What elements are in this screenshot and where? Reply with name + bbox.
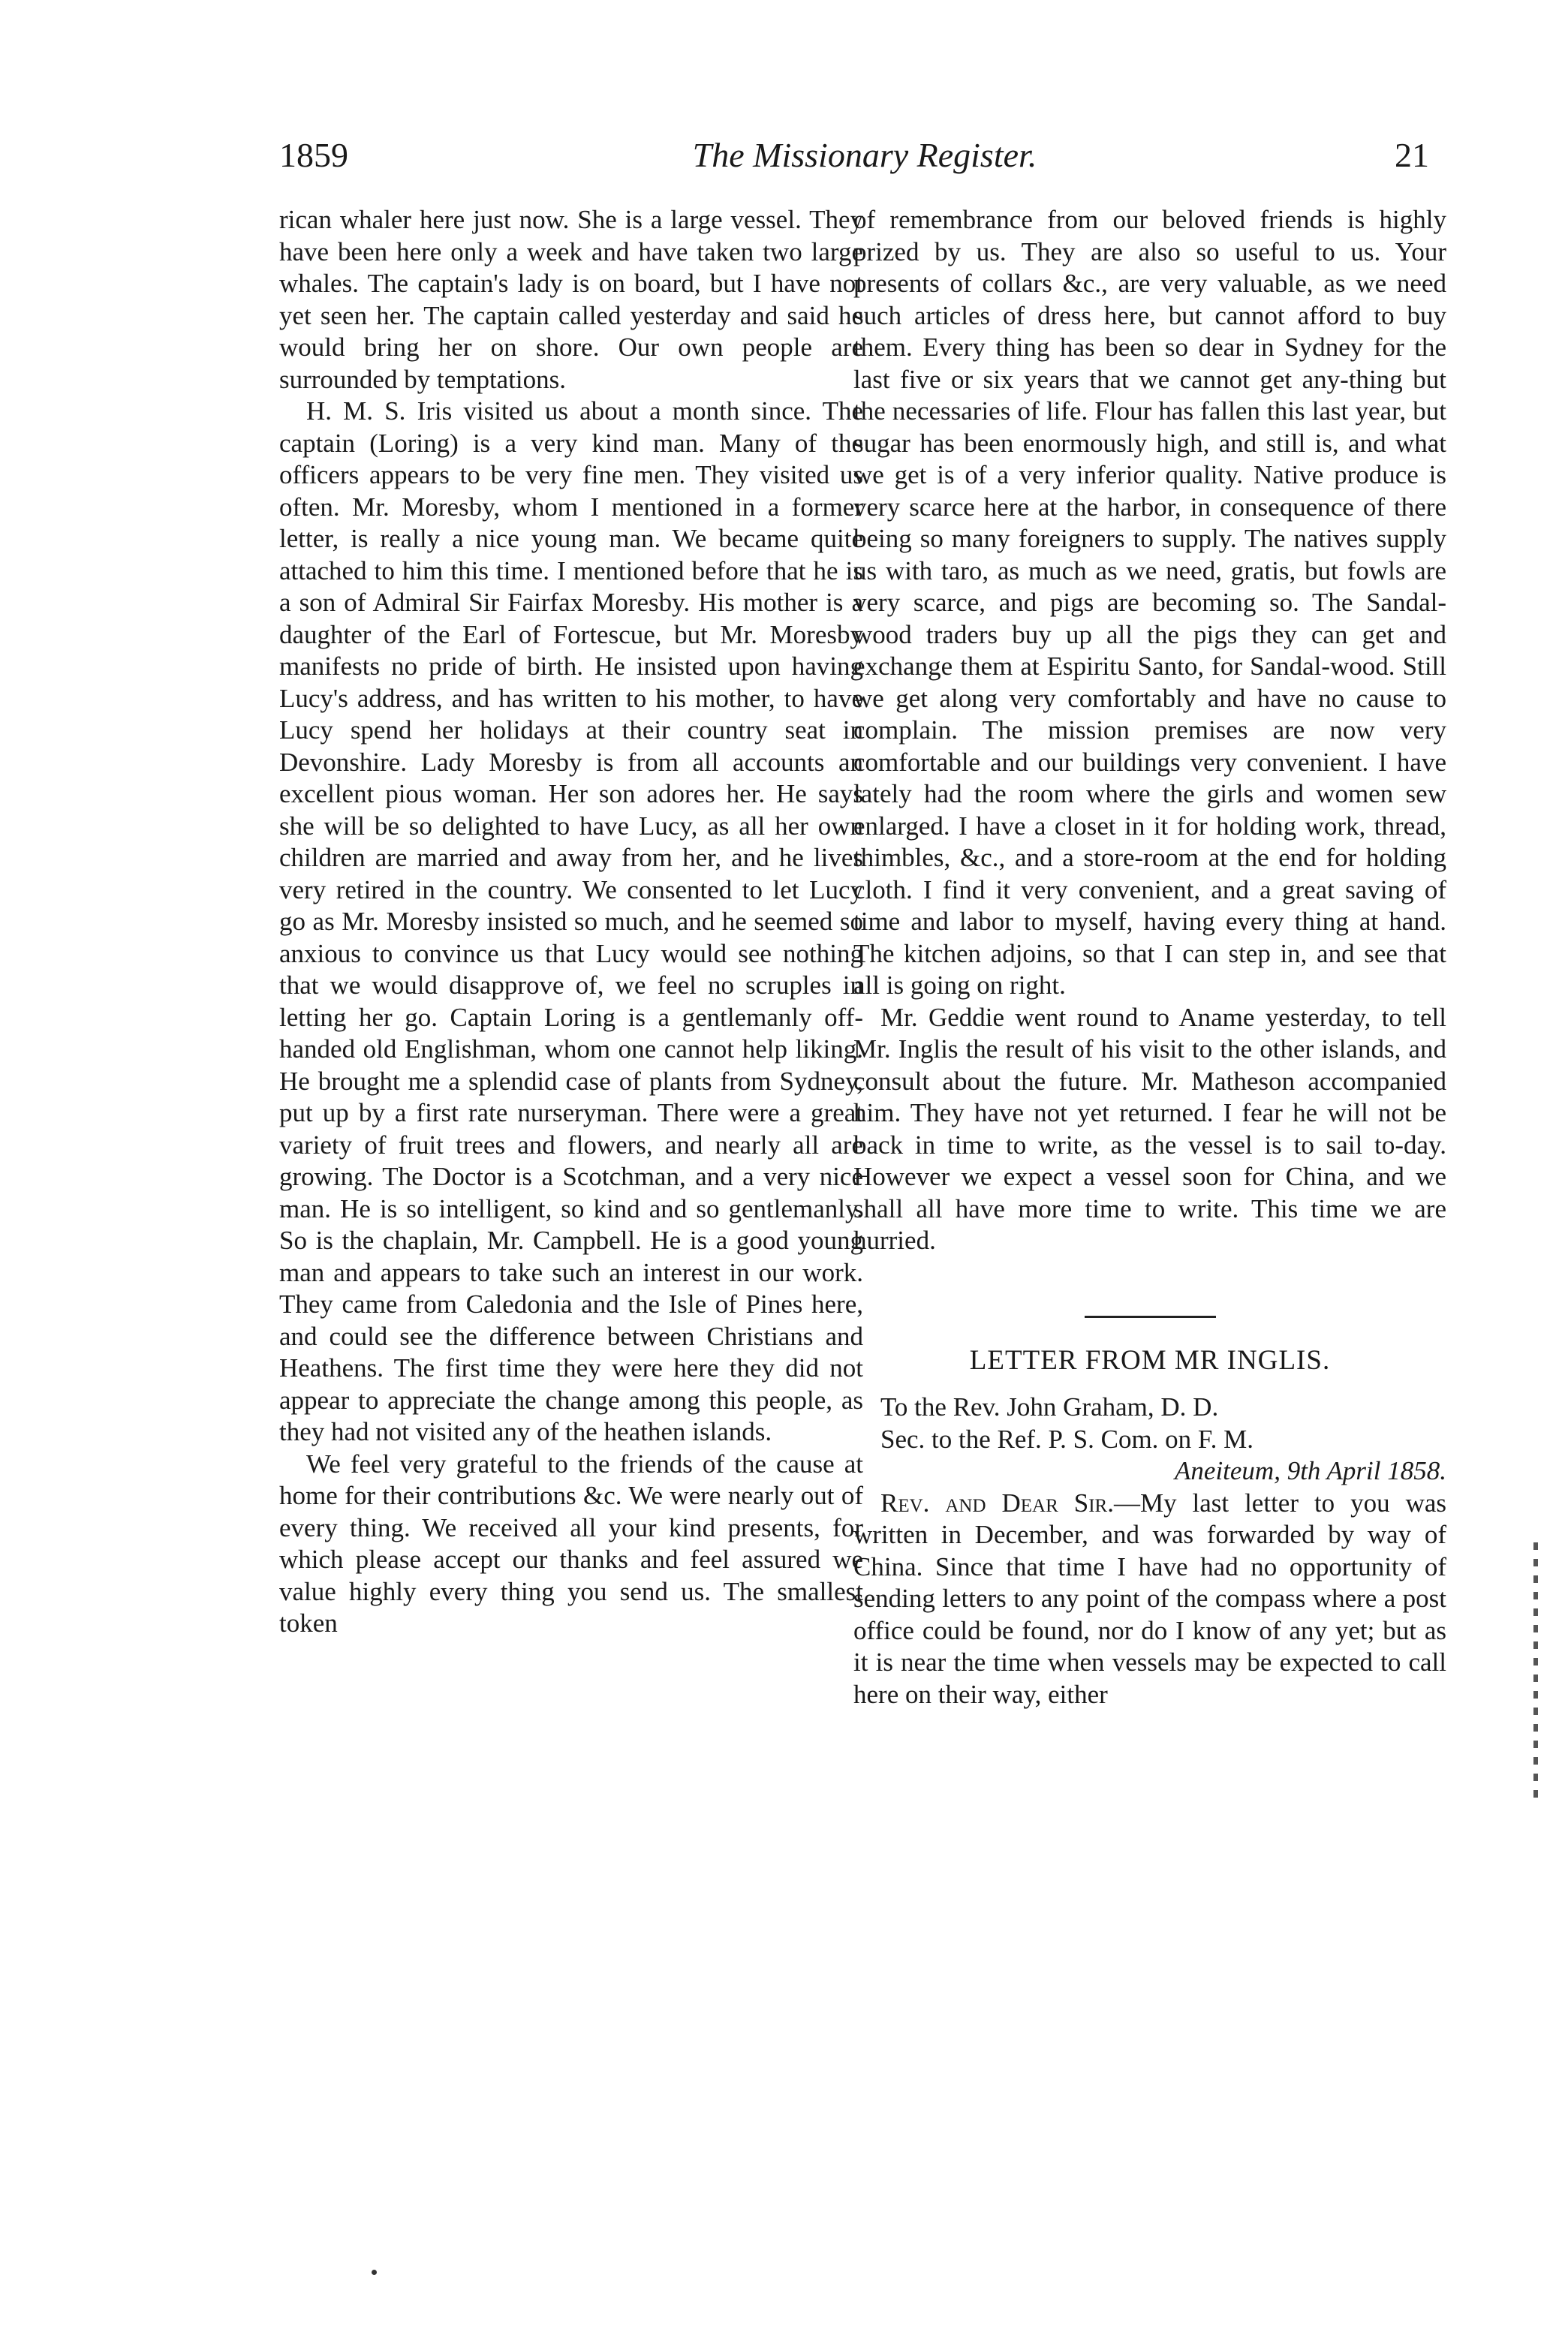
right-paragraph-1: of remembrance from our beloved friends is highly prized by us. They are also so useful to us. Your presents of collars &c., are very valuable, as we need such articles of dress here, but cannot afford to buy them. Every thing has been so dear in Sydney for the last five or six years that we cannot get any-thing but the necessaries of life. Flour has fallen this last year, but sugar has been enormously high, and still is, and what we get is of a very inferior quality. Native produce is very scarce here at the harbor, in consequence of there being so many foreigners to supply. The natives supply us with taro, as much as we need, gratis, but fowls are very scarce, and pigs are becoming so. The Sandal-wood traders buy up all the pigs they can get and exchange them at Espiritu Santo, for Sandal-wood. Still we get along very comfortably and have no cause to complain. The mission premises are now very comfortable and our buildings very convenient. I have lately had the room where the girls and women sew enlarged. I have a closet in it for holding work, thread, thimbles, &c., and a store-room at the end for holding cloth. I find it very convenient, and a great saving of time and labor to myself, having every thing at hand. The kitchen adjoins, so that I can step in, and see that all is going on right. bbox=[853, 205, 1446, 1000]
left-paragraph-1: rican whaler here just now. She is a large vessel. They have been here only a week and have taken two large whales. The captain's lady is on board, but I have not yet seen her. The captain called yesterday and said he would bring her on shore. Our own people are surrounded by temptations. bbox=[279, 205, 863, 394]
letter-dateline: Aneiteum, 9th April 1858. bbox=[1175, 1456, 1446, 1485]
section-divider bbox=[1085, 1316, 1216, 1318]
header-year: 1859 bbox=[279, 136, 348, 174]
left-paragraph-2: H. M. S. Iris visited us about a month since. The captain (Loring) is a very kind man. Many of the officers appears to be very fine men. They visited us often. Mr. Moresby, whom I mentioned in a former letter, is really a nice young man. We became quite attached to him this time. I mentioned before that he is a son of Admiral Sir Fairfax Moresby. His mother is a daughter of the Earl of Fortescue, but Mr. Moresby manifests no pride of birth. He insisted upon having Lucy's address, and has written to his mother, to have Lucy spend her holidays at their country seat in Devonshire. Lady Moresby is from all accounts an excellent pious woman. Her son adores her. He says she will be so delighted to have Lucy, as all her own children are married and away from her, and he lives very retired in the country. We consented to let Lucy go as Mr. Moresby insisted so much, and he seemed so anxious to convince us that Lucy would see nothing that we would disapprove of, we feel no scruples in letting her go. Captain Loring is a gentlemanly off-handed old Englishman, whom one cannot help liking. He brought me a splendid case of plants from Sydney, put up by a first rate nurseryman. There were a great variety of fruit trees and flowers, and nearly all are growing. The Doctor is a Scotchman, and a very nice man. He is so intelligent, so kind and so gentlemanly. So is the chaplain, Mr. Campbell. He is a good young man and appears to take such an interest in our work. They came from Caledonia and the Isle of Pines here, and could see the difference between Christians and Heathens. The first time they were here they did not appear to appreciate the change among this people, as they had not visited any of the heathen islands. bbox=[279, 396, 863, 1446]
letter-body bbox=[853, 1488, 1446, 1711]
letter-address-line-2: Sec. to the Ref. P. S. Com. on F. M. bbox=[880, 1424, 1253, 1454]
letter-heading: LETTER FROM MR INGLIS. bbox=[969, 1344, 1331, 1376]
page-edge-marks bbox=[1533, 1542, 1538, 1798]
letter-text: —My last letter to you was written in December, and was forwarded by way of China. Since that time I have had no opportunity of sending letters to any point of the compass where a post office could be found, nor do I know of any yet; but as it is near the time when vessels may be expected to call here on their way, either bbox=[853, 1488, 1447, 1709]
right-paragraph-2: Mr. Geddie went round to Aname yesterday, to tell Mr. Inglis the result of his visit to the other islands, and consult about the future. Mr. Matheson accompanied him. They have not yet returned. I fear he will not be back in time to write, as the vessel is to sail to-day. However we expect a vessel soon for China, and we shall all have more time to write. This time we are hurried. bbox=[853, 1002, 1446, 1255]
ink-speck bbox=[372, 2270, 377, 2275]
letter-salutation: Rev. and Dear Sir. bbox=[880, 1488, 1114, 1518]
right-column bbox=[853, 204, 1446, 1711]
left-paragraph-3: We feel very grateful to the friends of the cause at home for their contributions &c. We were nearly out of every thing. We received all your kind presents, for which please accept our thanks and feel assured we value highly every thing you send us. The smallest token bbox=[279, 1449, 863, 1638]
header-title: The Missionary Register. bbox=[692, 136, 1037, 174]
page-number: 21 bbox=[1395, 136, 1429, 174]
left-column bbox=[279, 204, 863, 1640]
letter-address-line-1: To the Rev. John Graham, D. D. bbox=[880, 1392, 1219, 1422]
running-header bbox=[279, 129, 1437, 182]
